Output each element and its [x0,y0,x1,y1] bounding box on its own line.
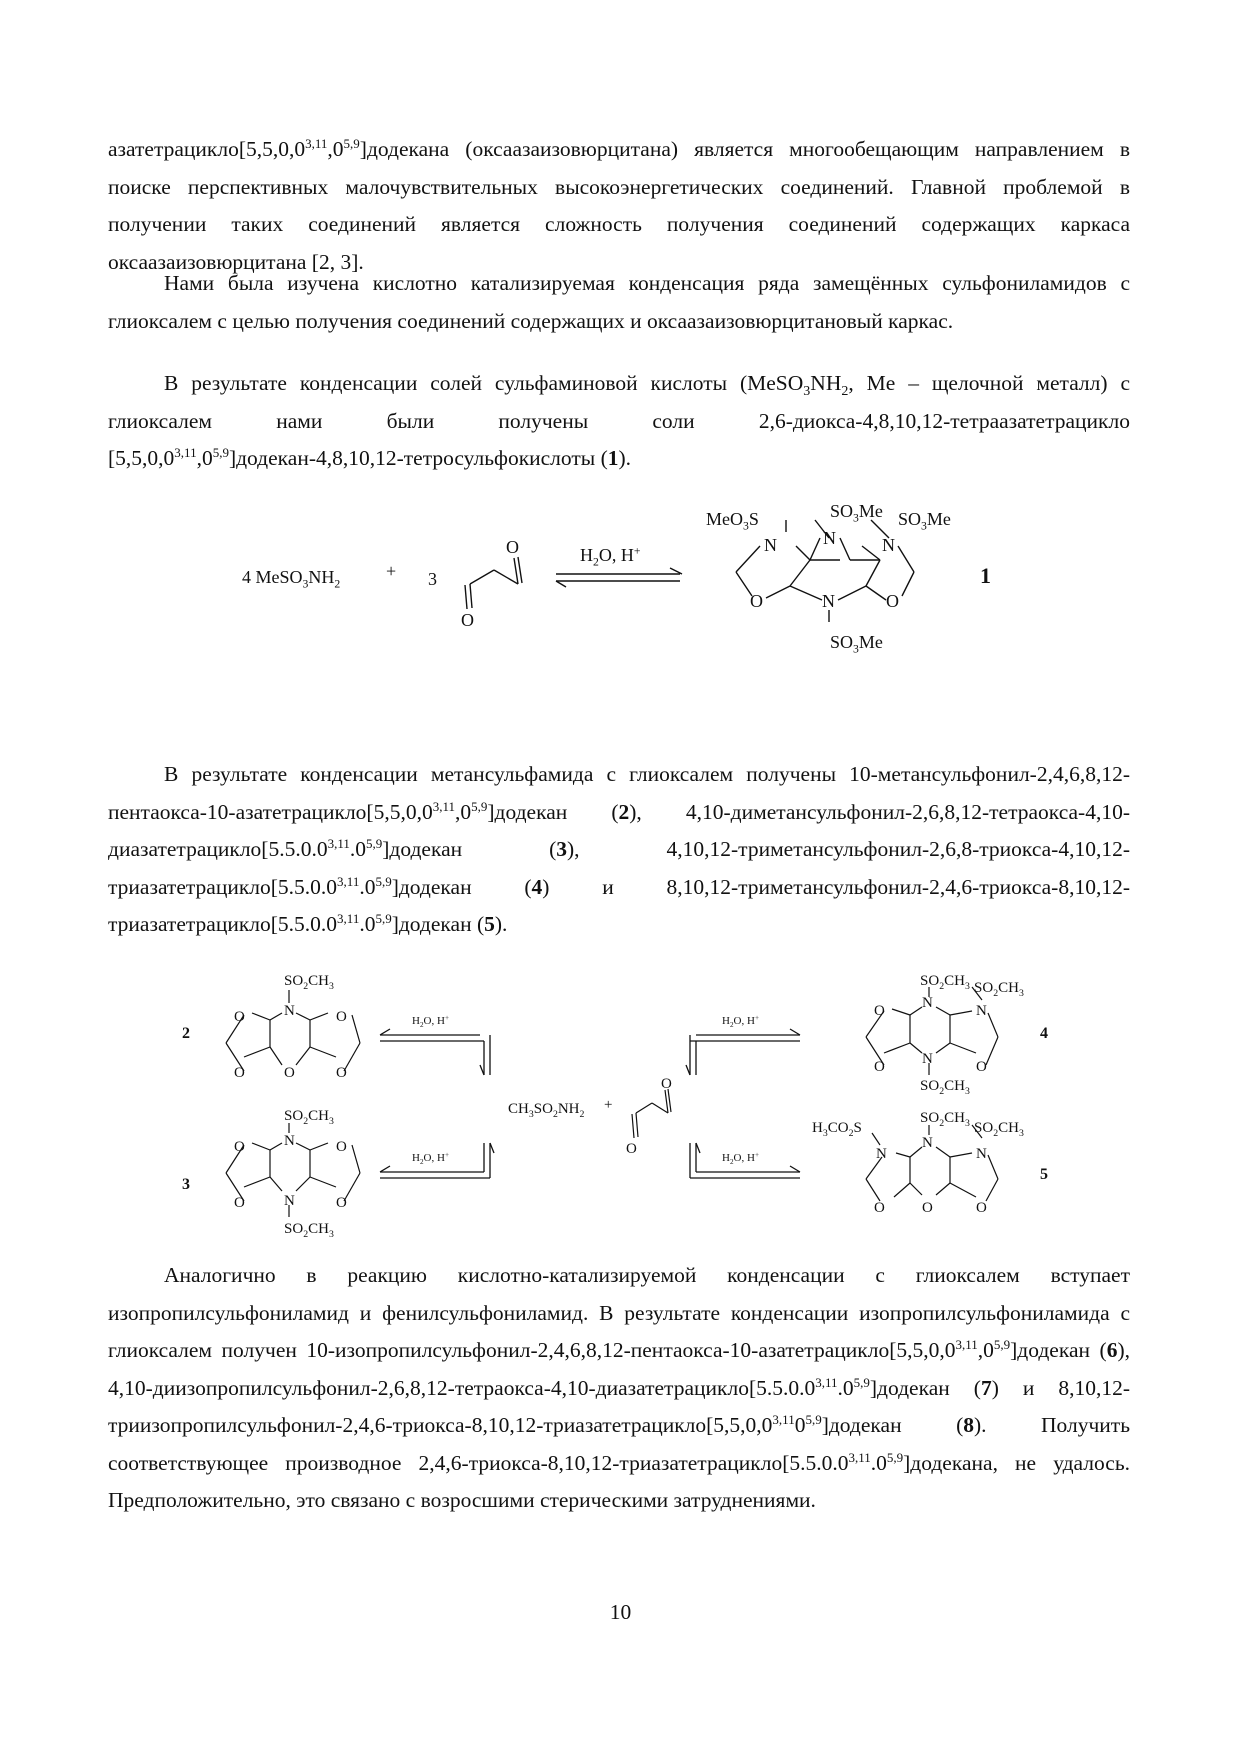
compound-5-n1: N [876,1146,887,1162]
compound-1-o2: O [886,591,899,611]
equilibrium-arrow [556,568,682,587]
page-number: 10 [609,1600,632,1624]
compound-4-o1: O [874,1003,885,1019]
paragraph-5: Аналогично в реакцию кислотно-катализируемой конденсации с глиоксалем вступает изопропилсульфониламид и фенилсульфониламид. В результате конденсации изопропилсульфониламида с глиоксалем получен 10-изопропилсульфонил-2,4,6,8,12-пентаокса-10-азатетрацикло[5,5,0,0$^{3,11}$,0$^{5,9}$]додекан (6), 4,10-диизопропилсульфонил-2,6,8,12-тетраокса-4,10-диазатетрацикло[5.5.0.0$^{3,11}$.0$^{5,9}$]додекан (7) и 8,10,12-триизопропилсульфонил-2,4,6-триокса-8,10,12-триазатетрацикло[5,5,0,0$^{3,11}$0$^{5,9}$]додекан (8). Получить соответствующее производное 2,4,6-триокса-8,10,12-триазатетрацикло[5.5.0.0$^{3,11}$.0$^{5,9}$]додекана, не удалось. Предположительно, это связано с возросшими стерическими затруднениями. [108,1263,1131,1512]
scheme-2 [0,965,1241,1250]
compound-3-ms-bottom: $SO_2CH_3$ [284,1221,334,1240]
compound-4-o3: O [976,1059,987,1075]
center-glyoxal-o-top: O [661,1076,672,1092]
compound-1-label: 1 [980,563,991,588]
compound-5-label: 5 [1040,1166,1048,1183]
compound-3-o4: O [336,1195,347,1211]
compound-2-o1: O [234,1009,245,1025]
compound-5-n2: N [922,1135,933,1151]
compound-3-label: 3 [182,1176,190,1193]
compound-1-n3: N [882,535,895,555]
scheme-1-reagent [242,561,437,591]
compound-2-o2: O [336,1009,347,1025]
glyoxal-o-bottom: O [461,610,474,630]
arrow-4-conditions: $H_2O$, H+ [722,1014,759,1029]
compound-5-o3: O [976,1200,987,1216]
paragraph-2: Нами была изучена кислотно катализируемая конденсация ряда замещённых сульфониламидов с глиоксалем с целью получения соединений содержащих и оксаазаизовюрцитановый каркас. [108,271,1130,333]
center-plus: + [604,1097,613,1113]
compound-2-ms: $SO_2CH_3$ [284,973,334,992]
compound-4-n1: N [922,995,933,1011]
center-reagent: $CH_3SO_2NH_2$ [508,1101,585,1120]
compound-1-sub-left: MeO$_3$S [706,509,759,533]
arrow-3-conditions: $H_2O$, H+ [412,1151,449,1166]
compound-3-o1: O [234,1139,245,1155]
compound-1-sub-top: $SO_3Me$ [830,501,883,525]
center-glyoxal-o-bottom: O [626,1141,637,1157]
paragraph-1: азатетрацикло[5,5,0,0$^{3,11}$,0$^{5,9}$]додекана (оксаазаизовюрцитана) является многообещающим направлением в поиске перспективных малочувствительных высокоэнергетических соединений. Главной проблемой в получении таких соединений является сложность получения соединений содержащих каркаса оксаазаизовюрцитана [2, 3]. [108,136,1130,274]
compound-4-ms-3: $SO_2CH_3$ [920,1078,970,1097]
compound-5-n3: N [976,1146,987,1162]
compound-5-o1: O [874,1200,885,1216]
paragraph-3: В результате конденсации солей сульфаминовой кислоты ($MeSO_3NH_2$, Me – щелочной металл) с глиоксалем нами были получены соли 2,6-диокса-4,8,10,12-тетраазатетрацикло [5,5,0,0$^{3,11}$,0$^{5,9}$]додекан-4,8,10,12-тетросульфокислоты (1). [108,371,1130,470]
paragraph-4: В результате конденсации метансульфамида с глиоксалем получены 10-метансульфонил-2,4,6,8,12-пентаокса-10-азатетрацикло[5,5,0,0$^{3,11}$,0$^{5,9}$]додекан (2), 4,10-диметансульфонил-2,6,8,12-тетраокса-4,10-диазатетрацикло[5.5.0.0$^{3,11}$.0$^{5,9}$]додекан (3), 4,10,12-триметансульфонил-2,6,8-триокса-4,10,12-триазатетрацикло[5.5.0.0$^{3,11}$.0$^{5,9}$]додекан (4) и 8,10,12-триметансульфонил-2,4,6-триокса-8,10,12-триазатетрацикло[5.5.0.0$^{3,11}$.0$^{5,9}$]додекан (5). [108,762,1131,936]
compound-4-o2: O [874,1059,885,1075]
compound-4-ms-1: $SO_2CH_3$ [920,973,970,992]
compound-1-o1: O [750,591,763,611]
compound-4-n2: N [976,1003,987,1019]
compound-3-o3: O [234,1195,245,1211]
scheme-1 [0,490,1241,665]
glyoxal-structure [465,557,522,609]
compound-5-ms-left: $H_3CO_2S$ [812,1120,862,1139]
arrow-2-conditions: $H_2O$, H+ [412,1014,449,1029]
compound-2-label: 2 [182,1025,190,1042]
compound-3-ms-top: $SO_2CH_3$ [284,1108,334,1127]
arrow-5-conditions: $H_2O$, H+ [722,1151,759,1166]
scheme-1-conditions: $H_2O$, H+ [580,544,641,569]
scheme-1-plus: + [386,561,397,581]
compound-3-n1: N [284,1133,295,1149]
compound-2-o5: O [336,1065,347,1081]
compound-1-n4: N [822,591,835,611]
compound-5-ms-top: $SO_2CH_3$ [920,1110,970,1129]
center-glyoxal [632,1089,671,1138]
compound-4-label: 4 [1040,1025,1048,1042]
compound-4-ms-2: $SO_2CH_3$ [974,980,1024,999]
compound-2-o4: O [284,1065,295,1081]
compound-1-sub-right: $SO_3Me$ [898,509,951,533]
compound-1-n2: N [823,528,836,548]
scheme-1-reagent-text: 4 $MeSO_3NH_2$ [242,567,341,591]
compound-2-o3: O [234,1065,245,1081]
compound-5-o2: O [922,1200,933,1216]
compound-3-n2: N [284,1193,295,1209]
compound-1-n1: N [764,535,777,555]
compound-5-ms-right: $SO_2CH_3$ [974,1120,1024,1139]
compound-3-o2: O [336,1139,347,1155]
glyoxal-o-top: O [506,537,519,557]
scheme-1-coef: 3 [428,569,437,589]
compound-1-sub-bottom: $SO_3Me$ [830,632,883,656]
compound-4-n3: N [922,1051,933,1067]
compound-2-n: N [284,1003,295,1019]
